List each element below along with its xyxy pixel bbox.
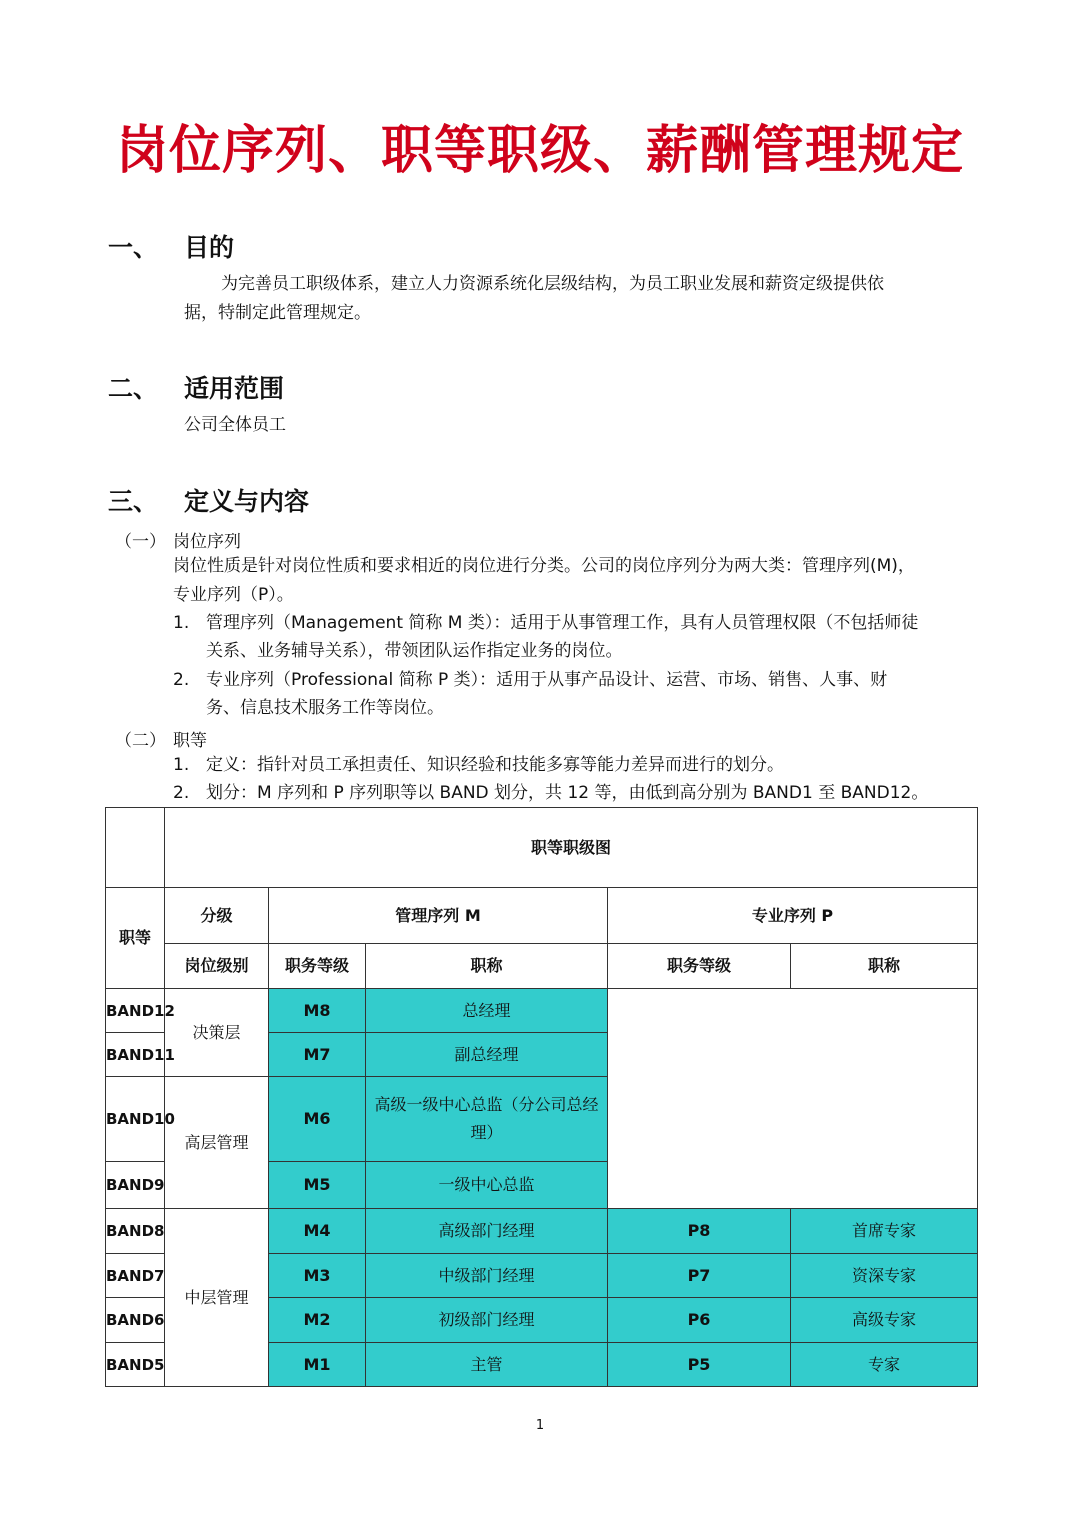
sequence-item-1-line-2: 关系、业务辅导关系），带领团队运作指定业务的岗位。: [206, 641, 623, 661]
table-row: [106, 989, 978, 1033]
p-title-cell: 专家: [791, 1343, 978, 1387]
band-cell: BAND6: [106, 1298, 165, 1343]
grade-item-2-number: 2.: [173, 783, 190, 803]
m-rank-cell: M8: [269, 989, 366, 1033]
scope-text: 公司全体员工: [184, 415, 286, 435]
p-rank-cell: P5: [608, 1343, 791, 1387]
subsection-1-number: （一）: [115, 532, 166, 552]
section-3-title: 定义与内容: [184, 487, 310, 516]
band-cell: BAND8: [106, 1209, 165, 1254]
header-m-rank: 职务等级: [269, 944, 366, 989]
m-title-cell: 中级部门经理: [366, 1254, 608, 1298]
section-1-number: 一、: [108, 233, 159, 262]
sequence-desc-line-2: 专业序列（P）。: [173, 585, 294, 605]
grade-table: [105, 807, 978, 1387]
band-cell: BAND5: [106, 1343, 165, 1387]
m-title-cell: 副总经理: [366, 1033, 608, 1077]
group-middle: 中层管理: [165, 1209, 269, 1387]
sequence-item-2-line-2: 务、信息技术服务工作等岗位。: [206, 698, 444, 718]
m-rank-cell: M4: [269, 1209, 366, 1254]
p-title-cell: 首席专家: [791, 1209, 978, 1254]
sequence-item-2-line-1: 专业序列（Professional 简称 P 类）：适用于从事产品设计、运营、市场、销售、人事、财: [206, 670, 888, 690]
section-1-title: 目的: [184, 233, 235, 262]
page-number: 1: [535, 1418, 545, 1433]
m-title-cell: 一级中心总监: [366, 1162, 608, 1209]
p-title-cell: 资深专家: [791, 1254, 978, 1298]
group-decision: 决策层: [165, 989, 269, 1077]
group-senior: 高层管理: [165, 1077, 269, 1209]
sequence-desc-line-1: 岗位性质是针对岗位性质和要求相近的岗位进行分类。公司的岗位序列分为两大类：管理序列(M)，: [173, 556, 915, 576]
band-cell: BAND11: [106, 1033, 165, 1077]
m-title-cell: 初级部门经理: [366, 1298, 608, 1343]
band-cell: BAND7: [106, 1254, 165, 1298]
section-3-number: 三、: [108, 487, 159, 516]
m-rank-cell: M2: [269, 1298, 366, 1343]
header-p-title: 职称: [791, 944, 978, 989]
p-rank-cell: P7: [608, 1254, 791, 1298]
header-level: 分级: [165, 888, 269, 944]
m-title-cell: 高级部门经理: [366, 1209, 608, 1254]
grade-item-2-text: 划分：M 序列和 P 序列职等以 BAND 划分，共 12 等，由低到高分别为 BAND1 至 BAND12。: [206, 783, 929, 803]
document-title: 岗位序列、职等职级、薪酬管理规定: [115, 121, 964, 181]
subsection-2-title: 职等: [173, 731, 207, 751]
header-professional-sequence: 专业序列 P: [608, 888, 978, 944]
subsection-1-title: 岗位序列: [173, 532, 241, 552]
p-title-cell: 高级专家: [791, 1298, 978, 1343]
band-cell: BAND9: [106, 1162, 165, 1209]
table-row: [106, 1209, 978, 1254]
p-rank-cell: P8: [608, 1209, 791, 1254]
section-2-number: 二、: [108, 374, 159, 403]
p-rank-cell: P6: [608, 1298, 791, 1343]
grade-item-1-number: 1.: [173, 755, 190, 775]
grade-item-1-text: 定义：指针对员工承担责任、知识经验和技能多寡等能力差异而进行的划分。: [206, 755, 784, 775]
header-management-sequence: 管理序列 M: [269, 888, 608, 944]
m-rank-cell: M5: [269, 1162, 366, 1209]
sequence-item-2-number: 2.: [173, 670, 190, 690]
header-grade: 职等: [106, 888, 165, 989]
band-cell: BAND10: [106, 1077, 165, 1162]
header-m-title: 职称: [366, 944, 608, 989]
header-p-rank: 职务等级: [608, 944, 791, 989]
m-rank-cell: M3: [269, 1254, 366, 1298]
header-post-level: 岗位级别: [165, 944, 269, 989]
sequence-item-1-number: 1.: [173, 613, 190, 633]
sequence-item-1-line-1: 管理序列（Management 简称 M 类）：适用于从事管理工作，具有人员管理权限（不包括师徒: [206, 613, 919, 633]
m-rank-cell: M6: [269, 1077, 366, 1162]
m-rank-cell: M7: [269, 1033, 366, 1077]
m-title-cell: 总经理: [366, 989, 608, 1033]
m-rank-cell: M1: [269, 1343, 366, 1387]
band-cell: BAND12: [106, 989, 165, 1033]
p-empty-cell: [608, 989, 978, 1209]
subsection-2-number: （二）: [115, 731, 166, 751]
section-2-title: 适用范围: [184, 374, 285, 403]
m-title-cell: 主管: [366, 1343, 608, 1387]
table-caption: 职等职级图: [165, 808, 978, 888]
purpose-line-1: 为完善员工职级体系，建立人力资源系统化层级结构，为员工职业发展和薪资定级提供依: [221, 274, 884, 294]
table-corner-cell: [106, 808, 165, 888]
m-title-cell: 高级一级中心总监（分公司总经理）: [366, 1077, 608, 1162]
purpose-line-2: 据，特制定此管理规定。: [184, 303, 371, 323]
